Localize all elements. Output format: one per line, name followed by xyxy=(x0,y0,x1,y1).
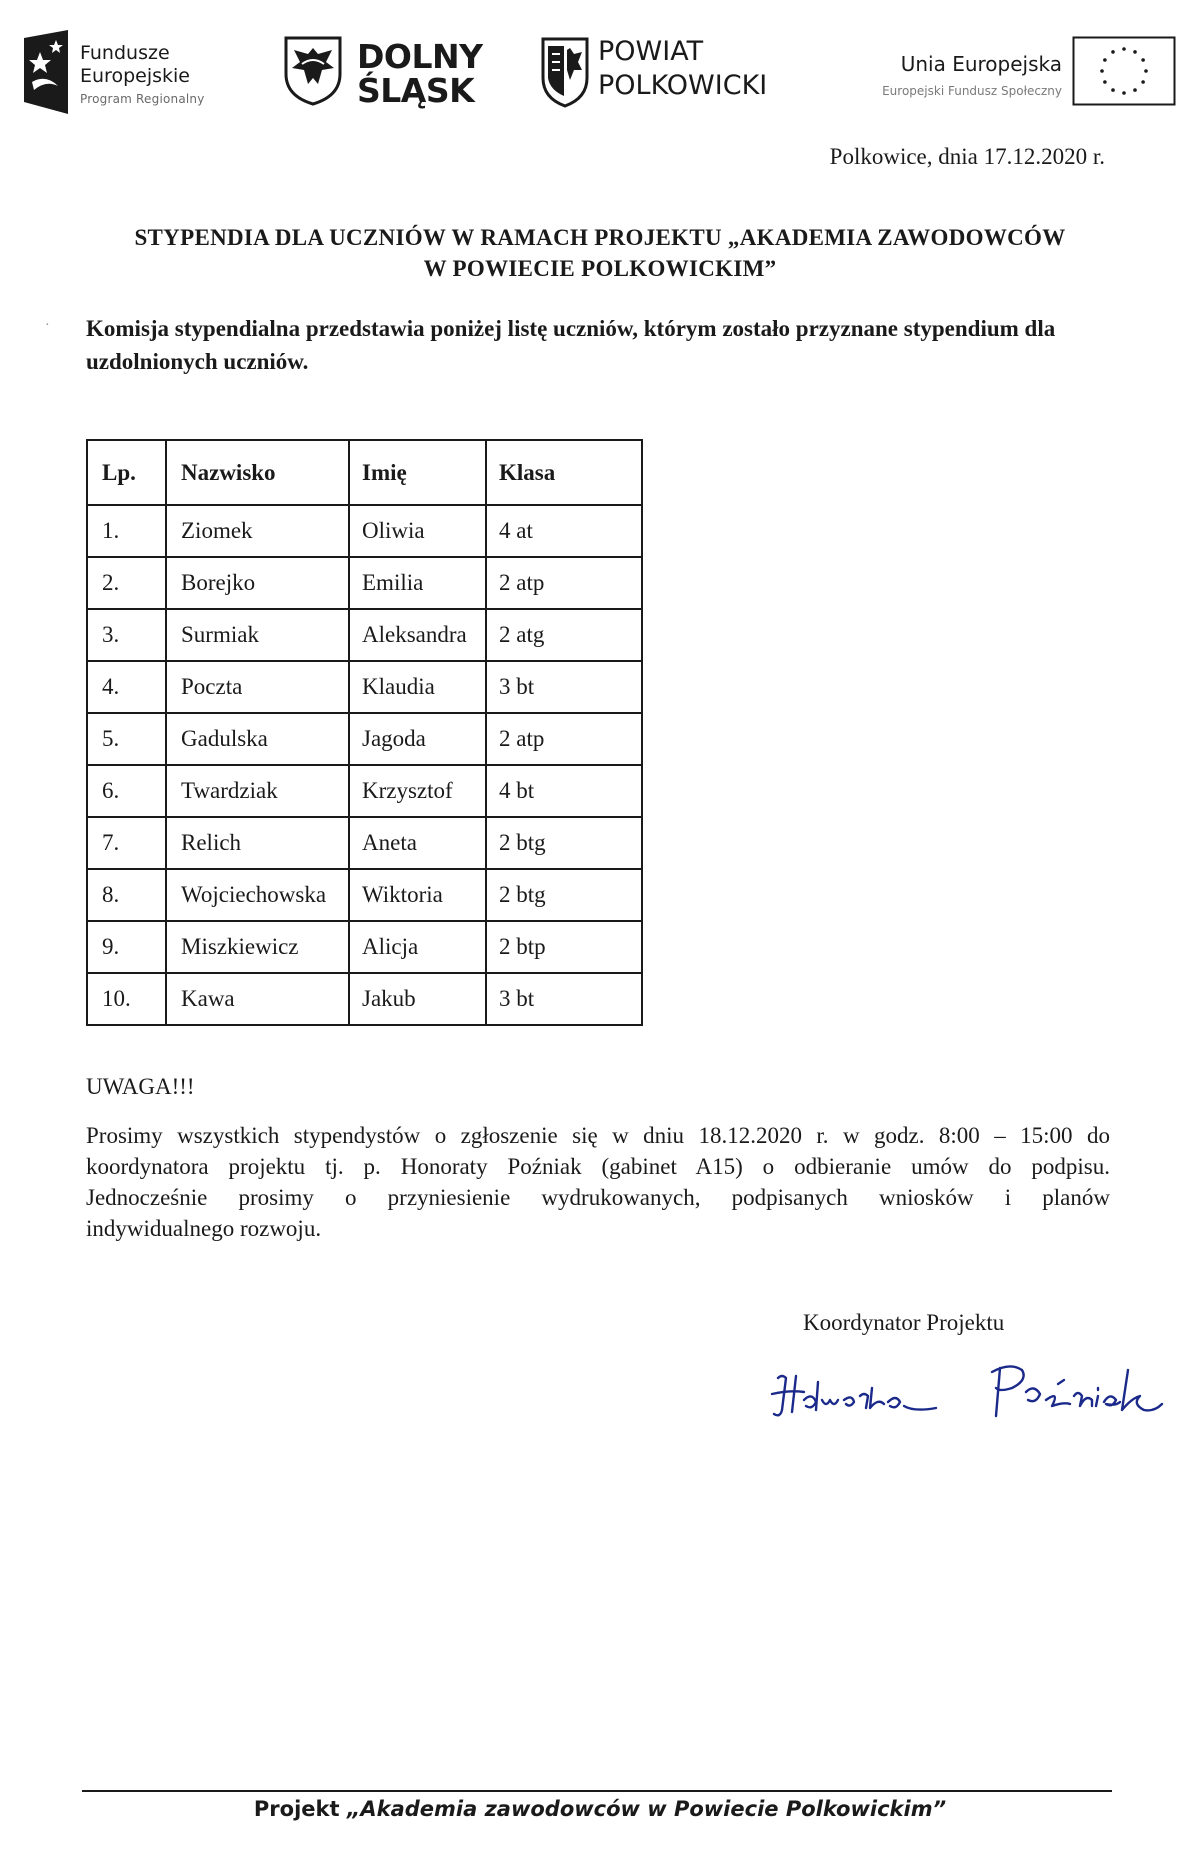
footer-rule xyxy=(82,1790,1112,1792)
cell-lp: 5. xyxy=(87,713,166,765)
powiat-polkowicki-logo xyxy=(540,36,810,116)
eu-star-icon xyxy=(1100,69,1104,73)
table-row xyxy=(87,817,642,869)
table-row xyxy=(87,557,642,609)
header-klasa: Klasa xyxy=(486,440,642,505)
fundusze-line1: Fundusze xyxy=(80,42,170,64)
eu-star-icon xyxy=(1133,88,1137,92)
table-row xyxy=(87,661,642,713)
cell-imie: Emilia xyxy=(349,557,486,609)
table-row xyxy=(87,505,642,557)
slask-line: ŚLĄSK xyxy=(357,71,475,110)
eu-star-icon xyxy=(1122,91,1126,95)
notice-line-1: Prosimy wszystkich stypendystów o zgłoszenie się w dniu 18.12.2020 r. w godz. 8:00 – 15:00 do xyxy=(86,1123,1110,1148)
notice-line-3: Jednocześnie prosimy o przyniesienie wydrukowanych, podpisanych wniosków i planów xyxy=(86,1185,1110,1210)
table-row xyxy=(87,869,642,921)
cell-imie: Jagoda xyxy=(349,713,486,765)
notice-heading: UWAGA!!! xyxy=(86,1074,195,1099)
cell-nazwisko: Kawa xyxy=(166,973,349,1025)
eu-star-icon xyxy=(1103,58,1107,62)
coordinator-role: Koordynator Projektu xyxy=(803,1310,1005,1335)
cell-klasa: 4 at xyxy=(486,505,642,557)
unia-line2: Europejski Fundusz Społeczny xyxy=(882,84,1062,98)
dolny-slask-logo xyxy=(282,34,502,114)
cell-klasa: 4 bt xyxy=(486,765,642,817)
cell-imie: Krzysztof xyxy=(349,765,486,817)
cell-imie: Aneta xyxy=(349,817,486,869)
header-logos xyxy=(0,28,1200,118)
document-date: Polkowice, dnia 17.12.2020 r. xyxy=(829,144,1105,169)
notice-line-4: indywidualnego rozwoju. xyxy=(86,1216,322,1241)
eu-star-icon xyxy=(1122,47,1126,51)
eagle-crest-icon xyxy=(282,34,344,106)
margin-dot: · xyxy=(45,318,50,333)
cell-lp: 2. xyxy=(87,557,166,609)
powiat-crest-icon xyxy=(540,36,590,108)
header-imie: Imię xyxy=(349,440,486,505)
cell-lp: 6. xyxy=(87,765,166,817)
cell-nazwisko: Relich xyxy=(166,817,349,869)
cell-klasa: 2 btg xyxy=(486,869,642,921)
cell-nazwisko: Borejko xyxy=(166,557,349,609)
cell-nazwisko: Surmiak xyxy=(166,609,349,661)
fundusze-europejskie-icon xyxy=(18,30,74,114)
polkowicki-line: POLKOWICKI xyxy=(598,70,768,101)
cell-klasa: 3 bt xyxy=(486,973,642,1025)
table-row xyxy=(87,713,642,765)
cell-lp: 4. xyxy=(87,661,166,713)
notice-line-2: koordynatora projektu tj. p. Honoraty Poźniak (gabinet A15) o odbieranie umów do podpisu. xyxy=(86,1154,1110,1179)
footer-prefix: Projekt xyxy=(253,1797,347,1821)
cell-klasa: 2 atg xyxy=(486,609,642,661)
eu-star-icon xyxy=(1133,50,1137,54)
cell-imie: Alicja xyxy=(349,921,486,973)
eu-star-icon xyxy=(1141,80,1145,84)
cell-klasa: 2 btg xyxy=(486,817,642,869)
cell-nazwisko: Twardziak xyxy=(166,765,349,817)
cell-klasa: 2 atp xyxy=(486,713,642,765)
cell-imie: Oliwia xyxy=(349,505,486,557)
header-nazwisko: Nazwisko xyxy=(166,440,349,505)
cell-klasa: 2 btp xyxy=(486,921,642,973)
title-line-2: W POWIECIE POLKOWICKIM” xyxy=(423,256,777,281)
cell-lp: 10. xyxy=(87,973,166,1025)
eu-star-icon xyxy=(1103,80,1107,84)
cell-lp: 9. xyxy=(87,921,166,973)
cell-klasa: 2 atp xyxy=(486,557,642,609)
eu-star-icon xyxy=(1111,88,1115,92)
unia-line1: Unia Europejska xyxy=(900,52,1062,76)
eu-star-icon xyxy=(1141,58,1145,62)
intro-paragraph: Komisja stypendialna przedstawia poniżej listę uczniów, którym zostało przyznane stypendium dla uzdolnionych uczniów. xyxy=(86,316,1056,374)
fundusze-europejskie-logo xyxy=(18,30,228,116)
fundusze-line3: Program Regionalny xyxy=(80,92,205,106)
powiat-line: POWIAT xyxy=(598,36,704,67)
footer-project: „Akademia zawodowców w Powiecie Polkowickim” xyxy=(346,1797,947,1821)
eu-star-icon xyxy=(1111,50,1115,54)
table-header-row xyxy=(87,440,642,505)
cell-imie: Jakub xyxy=(349,973,486,1025)
cell-lp: 3. xyxy=(87,609,166,661)
fundusze-line2: Europejskie xyxy=(80,65,190,87)
cell-imie: Wiktoria xyxy=(349,869,486,921)
title-line-1: STYPENDIA DLA UCZNIÓW W RAMACH PROJEKTU „AKADEMIA ZAWODOWCÓW xyxy=(134,225,1066,250)
cell-nazwisko: Poczta xyxy=(166,661,349,713)
cell-imie: Klaudia xyxy=(349,661,486,713)
eu-star-icon xyxy=(1144,69,1148,73)
table-row xyxy=(87,973,642,1025)
unia-europejska-logo xyxy=(840,36,1180,116)
handwritten-signature xyxy=(760,1348,1180,1438)
cell-nazwisko: Ziomek xyxy=(166,505,349,557)
cell-nazwisko: Miszkiewicz xyxy=(166,921,349,973)
eu-flag-icon xyxy=(1072,36,1176,106)
cell-nazwisko: Gadulska xyxy=(166,713,349,765)
table-row xyxy=(87,921,642,973)
cell-lp: 1. xyxy=(87,505,166,557)
notice-paragraph xyxy=(86,1120,1110,1244)
cell-imie: Aleksandra xyxy=(349,609,486,661)
header-lp: Lp. xyxy=(87,440,166,505)
dolny-line: DOLNY xyxy=(357,37,483,76)
table-row xyxy=(87,765,642,817)
footer-text xyxy=(0,1797,1200,1821)
cell-lp: 8. xyxy=(87,869,166,921)
cell-klasa: 3 bt xyxy=(486,661,642,713)
table-row xyxy=(87,609,642,661)
cell-lp: 7. xyxy=(87,817,166,869)
document-title xyxy=(80,222,1120,284)
cell-nazwisko: Wojciechowska xyxy=(166,869,349,921)
scholarship-table xyxy=(86,439,643,1026)
